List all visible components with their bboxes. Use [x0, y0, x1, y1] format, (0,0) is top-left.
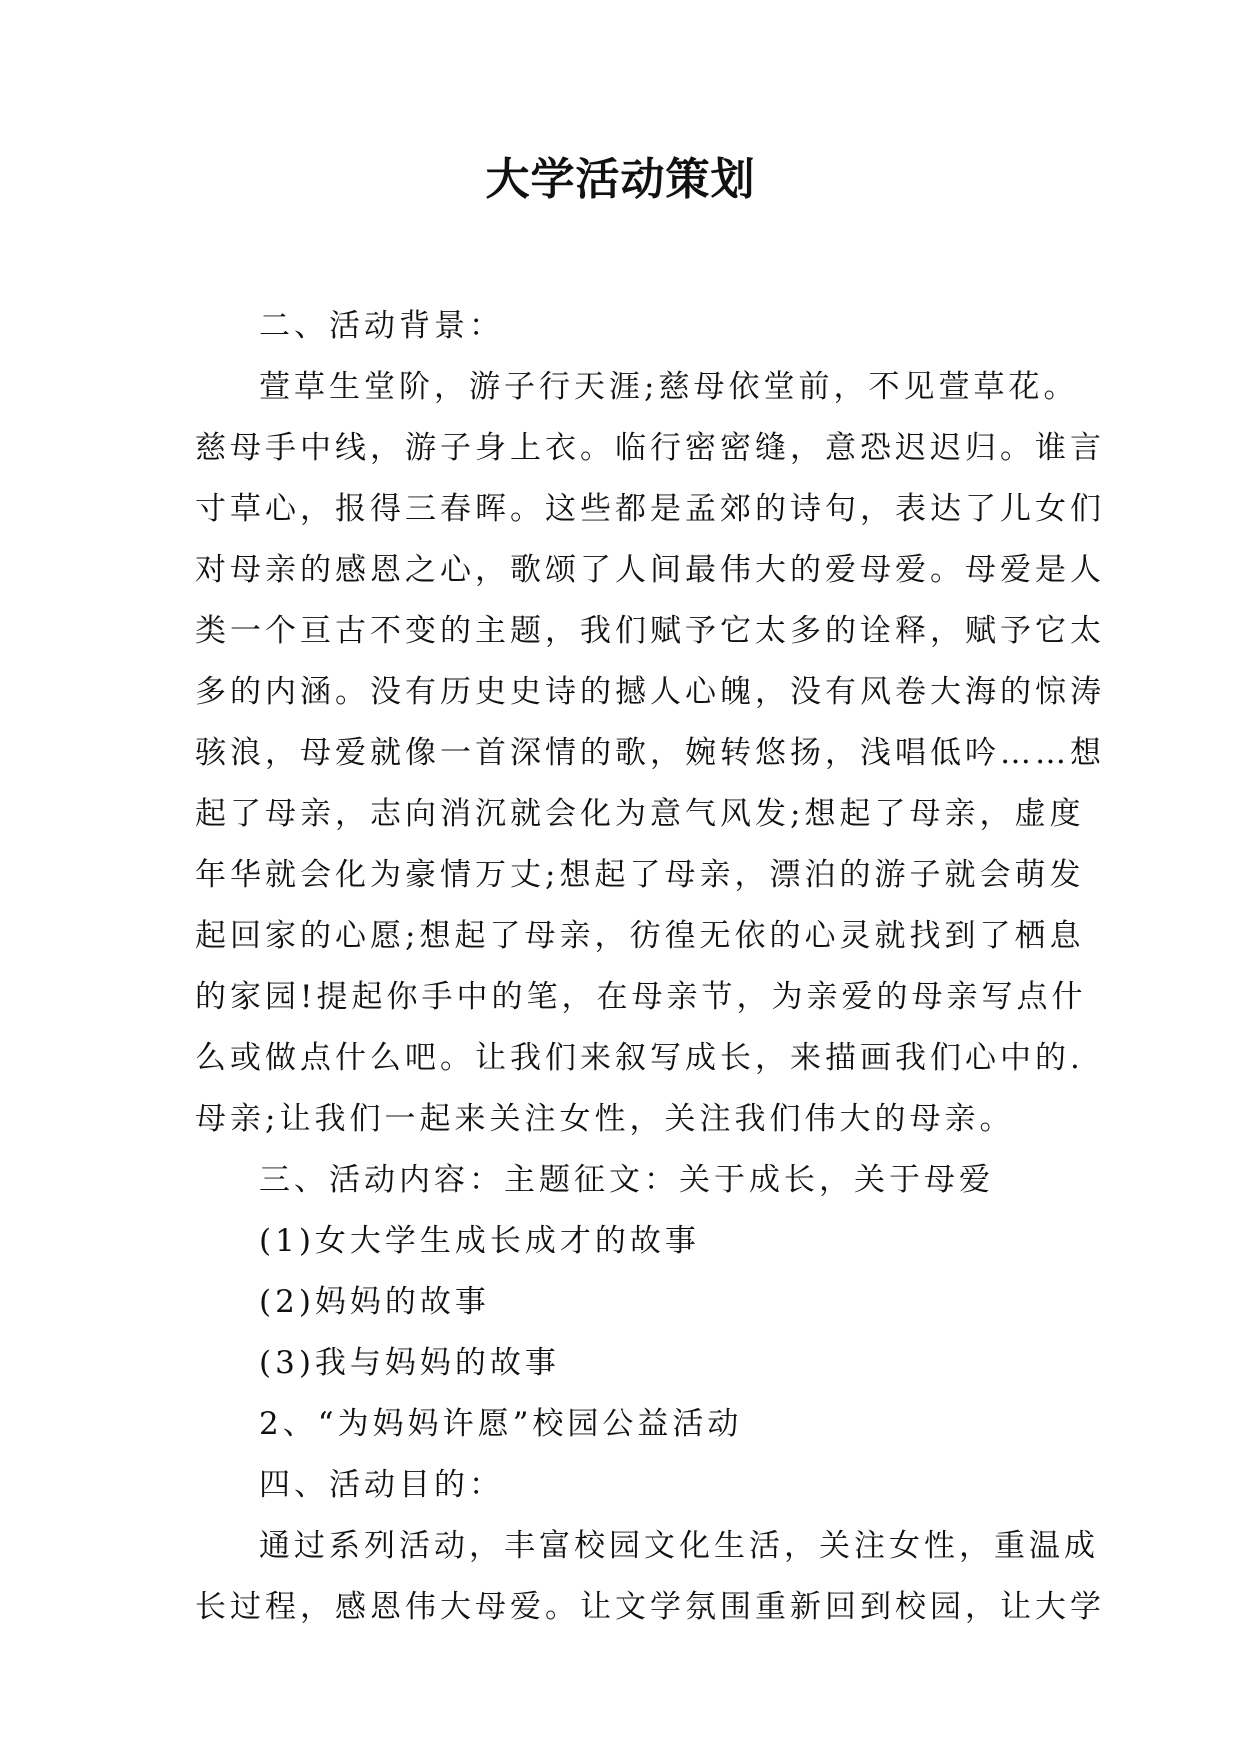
- body-line: 长过程，感恩伟大母爱。让文学氛围重新回到校园，让大学: [195, 1589, 1105, 1625]
- list-item: (1)女大学生成长成才的故事: [259, 1223, 700, 1259]
- section-heading-purpose: 四、活动目的：: [259, 1467, 504, 1503]
- body-line: 么或做点什么吧。让我们来叙写成长，来描画我们心中的.: [195, 1040, 1084, 1076]
- list-item: (2)妈妈的故事: [259, 1284, 490, 1320]
- body-line: 起了母亲，志向消沉就会化为意气风发;想起了母亲，虚度: [195, 796, 1085, 832]
- body-line: 萱草生堂阶，游子行天涯;慈母依堂前，不见萱草花。: [259, 369, 1079, 405]
- body-line: 类一个亘古不变的主题，我们赋予它太多的诠释，赋予它太: [195, 613, 1105, 649]
- body-line: 的家园!提起你手中的笔，在母亲节，为亲爱的母亲写点什: [195, 979, 1087, 1015]
- section-heading-content: 三、活动内容：主题征文：关于成长，关于母爱: [259, 1162, 994, 1198]
- body-line: 母亲;让我们一起来关注女性，关注我们伟大的母亲。: [195, 1101, 1015, 1137]
- document-body: [195, 296, 1105, 1638]
- body-line: 年华就会化为豪情万丈;想起了母亲，漂泊的游子就会萌发: [195, 857, 1085, 893]
- body-line: 寸草心，报得三春晖。这些都是孟郊的诗句，表达了儿女们: [195, 491, 1105, 527]
- document-title: 大学活动策划: [485, 154, 756, 205]
- section-heading-background: 二、活动背景：: [259, 308, 504, 344]
- body-line: 慈母手中线，游子身上衣。临行密密缝，意恐迟迟归。谁言: [195, 430, 1105, 466]
- body-line: 骇浪，母爱就像一首深情的歌，婉转悠扬，浅唱低吟……想: [195, 735, 1105, 771]
- list-item: (3)我与妈妈的故事: [259, 1345, 560, 1381]
- body-line: 起回家的心愿;想起了母亲，彷徨无依的心灵就找到了栖息: [195, 918, 1085, 954]
- body-line: 多的内涵。没有历史史诗的撼人心魄，没有风卷大海的惊涛: [195, 674, 1105, 710]
- body-line: 对母亲的感恩之心，歌颂了人间最伟大的爱母爱。母爱是人: [195, 552, 1105, 588]
- body-line: 通过系列活动，丰富校园文化生活，关注女性，重温成: [259, 1528, 1099, 1564]
- list-item: 2、“为妈妈许愿”校园公益活动: [259, 1406, 743, 1442]
